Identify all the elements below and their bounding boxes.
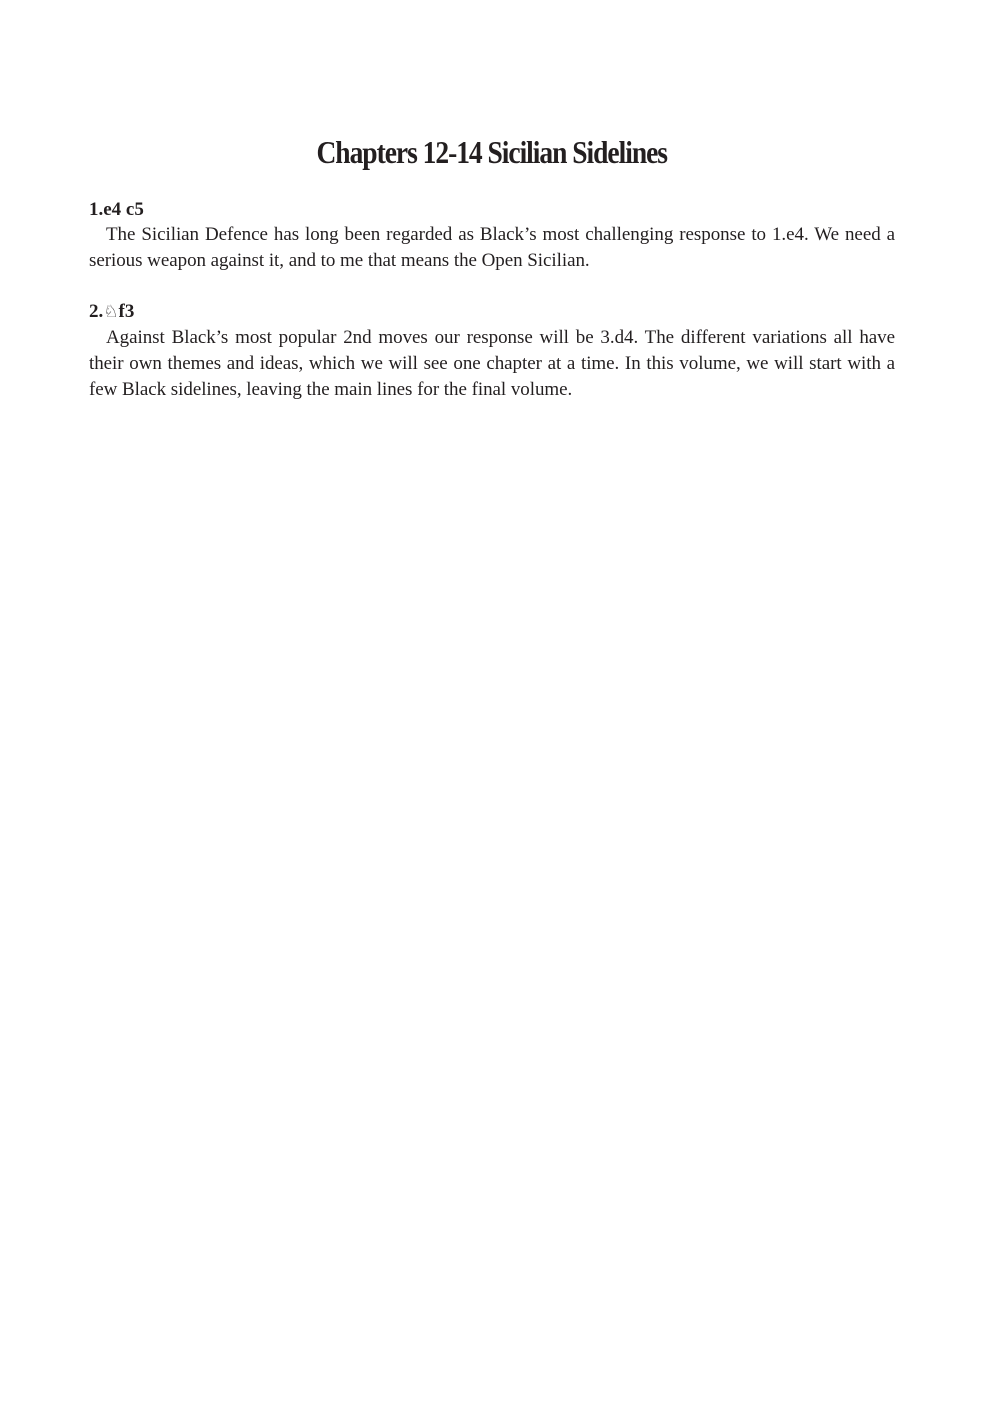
- section-move-1: [89, 197, 895, 274]
- knight-icon: ♘: [103, 302, 119, 322]
- section-paragraph: The Sicilian Defence has long been regarded as Black’s most challenging response to 1.e4. We need a serious weapon against it, and to me that means the Open Sicilian.: [89, 224, 895, 271]
- move-heading: [89, 299, 895, 325]
- move-text: 1.e4 c5: [89, 199, 144, 220]
- move-square: f3: [118, 301, 135, 322]
- section-paragraph: Against Black’s most popular 2nd moves our response will be 3.d4. The different variations all have their own themes and ideas, which we will see one chapter at a time. In this volume, we will start with a few Black sidelines, leaving the main lines for the final volume.: [89, 327, 895, 400]
- chapter-title: Chapters 12-14 Sicilian Sidelines: [316, 134, 667, 170]
- move-heading: [89, 197, 895, 222]
- move-number: 2.: [89, 301, 104, 322]
- section-move-2: [89, 299, 895, 403]
